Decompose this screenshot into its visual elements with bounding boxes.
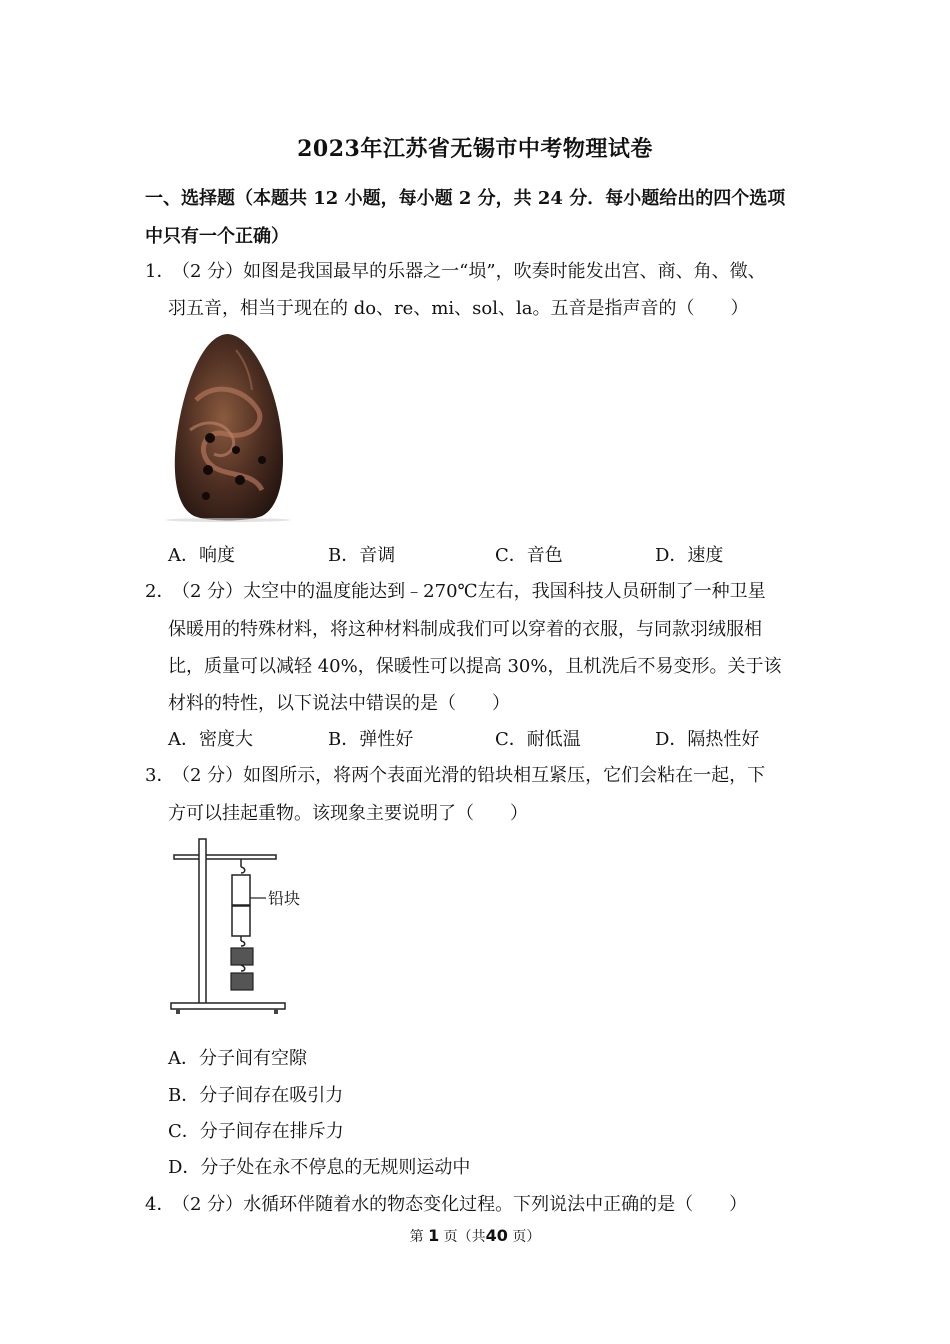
footer-middle: 页（共 [443,1229,486,1245]
question-3-option-b[interactable]: B．分子间存在吸引力 [168,1085,344,1106]
question-4-text-line1: （2 分）水循环伴随着水的物态变化过程。下列说法中正确的是（ ） [172,1194,748,1215]
question-3-text-line2: 方可以挂起重物。该现象主要说明了（ ） [168,803,528,824]
question-3-text-line1: （2 分）如图所示，将两个表面光滑的铅块相互紧压，它们会粘在一起，下 [172,765,766,786]
question-1-option-d[interactable]: D．速度 [655,545,724,566]
question-2-text-line1: （2 分）太空中的温度能达到﹣270℃左右，我国科技人员研制了一种卫星 [172,581,766,602]
page-title: 2023年江苏省无锡市中考物理试卷 [297,136,653,162]
question-2-text-line4: 材料的特性，以下说法中错误的是（ ） [168,693,510,714]
question-2-option-a[interactable]: A．密度大 [168,729,253,750]
question-1-option-b[interactable]: B．音调 [328,545,396,566]
lead-block-label: 铅块 [268,889,301,908]
question-number-3: 3． [145,765,175,786]
footer-page-number: 1 [428,1226,440,1245]
question-number-4: 4． [145,1194,175,1215]
footer-prefix: 第 [409,1229,424,1245]
page-footer [0,1226,950,1246]
question-number-2: 2． [145,581,175,602]
section-heading-line2: 中只有一个正确） [145,226,289,247]
question-2-option-c[interactable]: C．耐低温 [495,729,581,750]
question-number-1: 1． [145,261,175,282]
section-heading [145,180,835,256]
section-heading-line1: 一、选择题（本题共 12 小题，每小题 2 分，共 24 分．每小题给出的四个选项 [145,188,786,209]
question-1-option-a[interactable]: A．响度 [168,545,235,566]
question-2-text-line2: 保暖用的特殊材料，将这种材料制成我们可以穿着的衣服，与同款羽绒服相 [168,619,762,640]
question-1-option-c[interactable]: C．音色 [495,545,563,566]
xun-instrument-image [166,330,296,525]
question-3-option-a[interactable]: A．分子间有空隙 [168,1048,307,1069]
footer-total-pages: 40 [485,1226,508,1245]
question-2-option-d[interactable]: D．隔热性好 [655,729,760,750]
question-3-option-c[interactable]: C．分子间存在排斥力 [168,1121,344,1142]
question-2-text-line3: 比，质量可以减轻 40%，保暖性可以提高 30%，且机洗后不易变形。关于该 [168,656,782,677]
lead-blocks-diagram [168,835,313,1020]
question-3-option-d[interactable]: D．分子处在永不停息的无规则运动中 [168,1157,471,1178]
question-1-text-line2: 羽五音，相当于现在的 do、re、mi、sol、la。五音是指声音的（ ） [168,298,749,319]
footer-suffix: 页） [512,1229,541,1245]
question-2-option-b[interactable]: B．弹性好 [328,729,414,750]
question-1-text-line1: （2 分）如图是我国最早的乐器之一“埙”，吹奏时能发出宫、商、角、徵、 [172,261,766,282]
